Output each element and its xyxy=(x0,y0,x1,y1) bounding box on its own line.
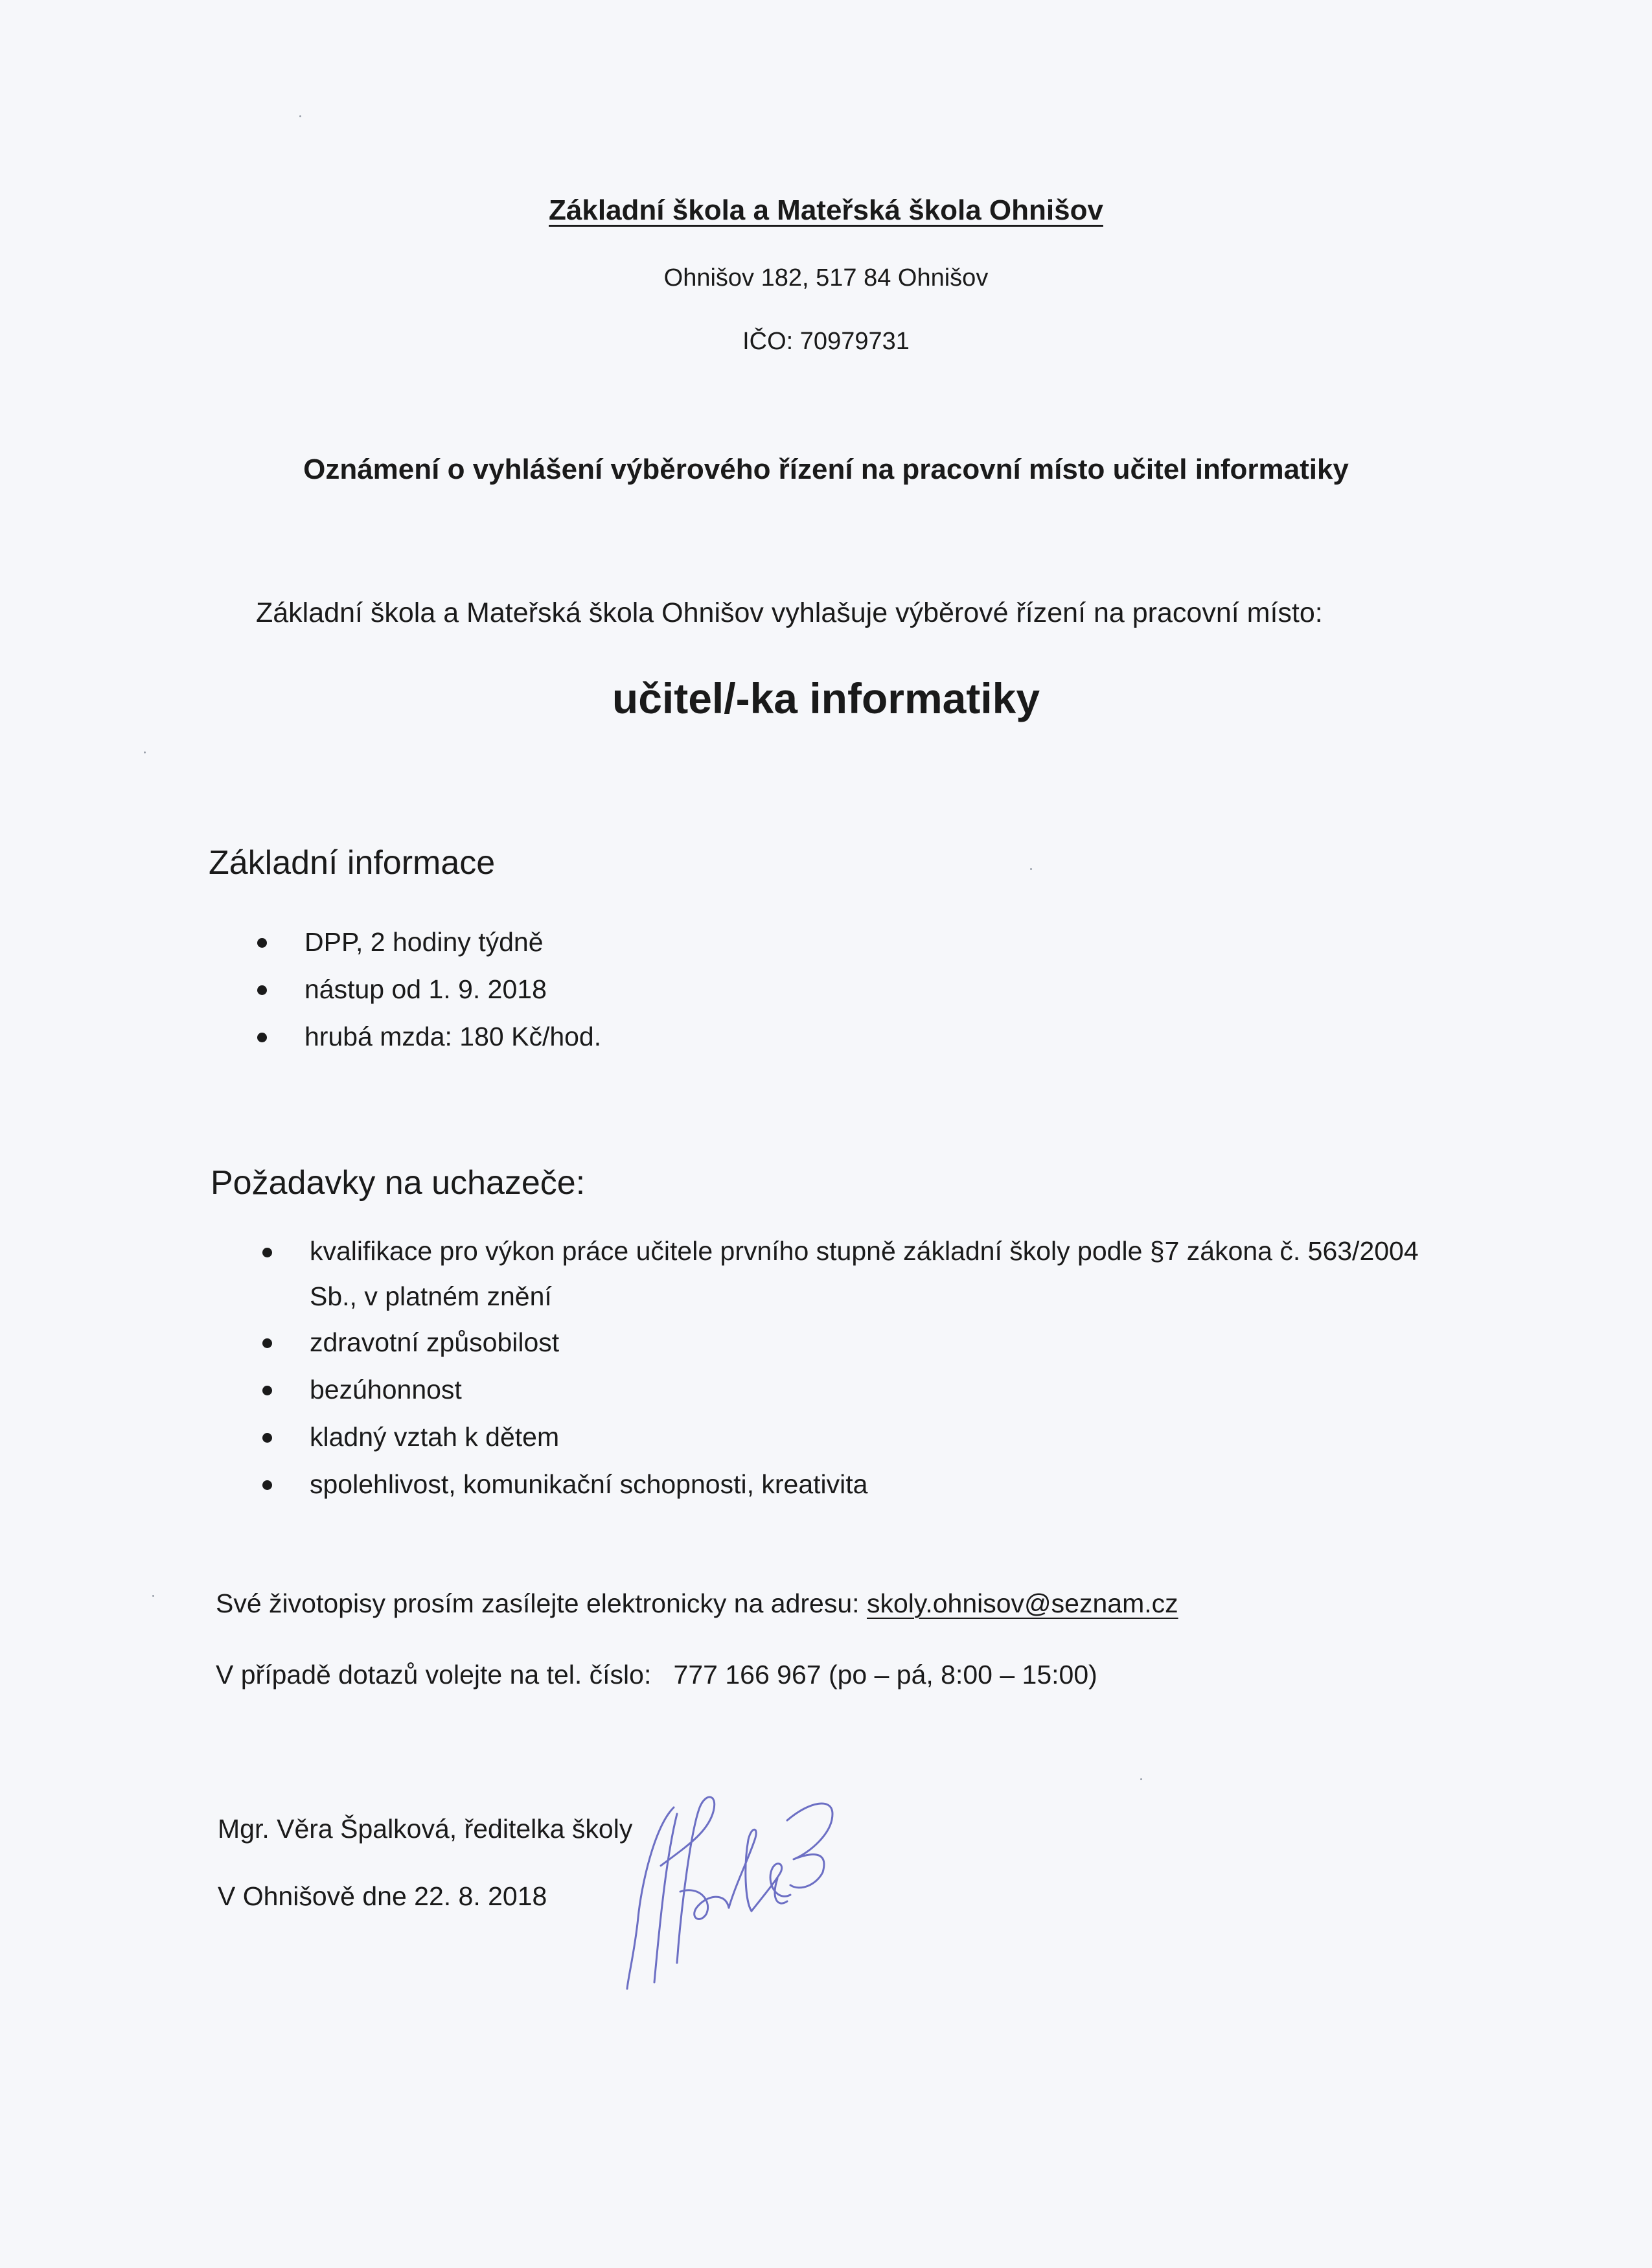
scan-dot xyxy=(152,1595,154,1597)
bullet-icon xyxy=(262,1480,272,1490)
requirements-heading: Požadavky na uchazeče: xyxy=(211,1164,586,1202)
signature-icon xyxy=(615,1788,862,2002)
requirements-list xyxy=(310,1228,1424,1508)
list-item-text: spolehlivost, komunikační schopnosti, kreativita xyxy=(310,1469,868,1499)
bullet-icon xyxy=(262,1338,272,1348)
cv-text: Své životopisy prosím zasílejte elektronicky na adresu: xyxy=(216,1588,860,1618)
bullet-icon xyxy=(257,938,267,948)
bullet-icon xyxy=(262,1433,272,1443)
announcement-title: Oznámení o vyhlášení výběrového řízení na pracovní místo učitel informatiky xyxy=(303,453,1349,485)
position-title: učitel/-ka informatiky xyxy=(612,674,1040,722)
place-date: V Ohnišově dne 22. 8. 2018 xyxy=(218,1881,547,1911)
list-item xyxy=(310,1414,1424,1461)
scan-dot xyxy=(1030,868,1032,870)
list-item xyxy=(304,1013,601,1060)
school-name: Základní škola a Mateřská škola Ohnišov xyxy=(549,194,1103,226)
bullet-icon xyxy=(262,1248,272,1257)
signer-name: Mgr. Věra Špalková, ředitelka školy xyxy=(218,1814,633,1844)
scan-dot xyxy=(144,751,146,753)
phone-number: 777 166 967 (po – pá, 8:00 – 15:00) xyxy=(673,1660,1097,1690)
list-item-text: kladný vztah k dětem xyxy=(310,1422,560,1452)
bullet-icon xyxy=(257,1033,267,1042)
email-link[interactable]: skoly.ohnisov@seznam.cz xyxy=(866,1588,1178,1618)
cv-instructions xyxy=(216,1588,1178,1619)
list-item xyxy=(304,919,601,966)
list-item-text: zdravotní způsobilost xyxy=(310,1327,560,1357)
scan-dot xyxy=(1140,1778,1142,1780)
basic-info-heading: Základní informace xyxy=(209,844,496,882)
list-item-text: nástup od 1. 9. 2018 xyxy=(304,974,547,1004)
bullet-icon xyxy=(257,985,267,995)
scan-dot xyxy=(299,115,301,117)
basic-info-list xyxy=(304,919,601,1060)
list-item-text: hrubá mzda: 180 Kč/hod. xyxy=(304,1022,602,1051)
announcement-intro: Základní škola a Mateřská škola Ohnišov vyhlašuje výběrové řízení na pracovní místo: xyxy=(256,597,1323,628)
school-address: Ohnišov 182, 517 84 Ohnišov xyxy=(663,264,989,292)
list-item xyxy=(310,1366,1424,1414)
phone-text: V případě dotazů volejte na tel. číslo: xyxy=(216,1660,652,1690)
phone-contact xyxy=(216,1660,1097,1690)
list-item-text: kvalifikace pro výkon práce učitele prvního stupně základní školy podle §7 zákona č. 563/2004 Sb., v platném znění xyxy=(310,1236,1419,1311)
list-item-text: DPP, 2 hodiny týdně xyxy=(304,927,544,957)
school-ico: IČO: 70979731 xyxy=(742,328,910,355)
bullet-icon xyxy=(262,1386,272,1395)
list-item xyxy=(304,966,601,1013)
list-item xyxy=(310,1461,1424,1508)
list-item xyxy=(310,1319,1424,1366)
list-item xyxy=(310,1228,1424,1319)
list-item-text: bezúhonnost xyxy=(310,1375,462,1404)
